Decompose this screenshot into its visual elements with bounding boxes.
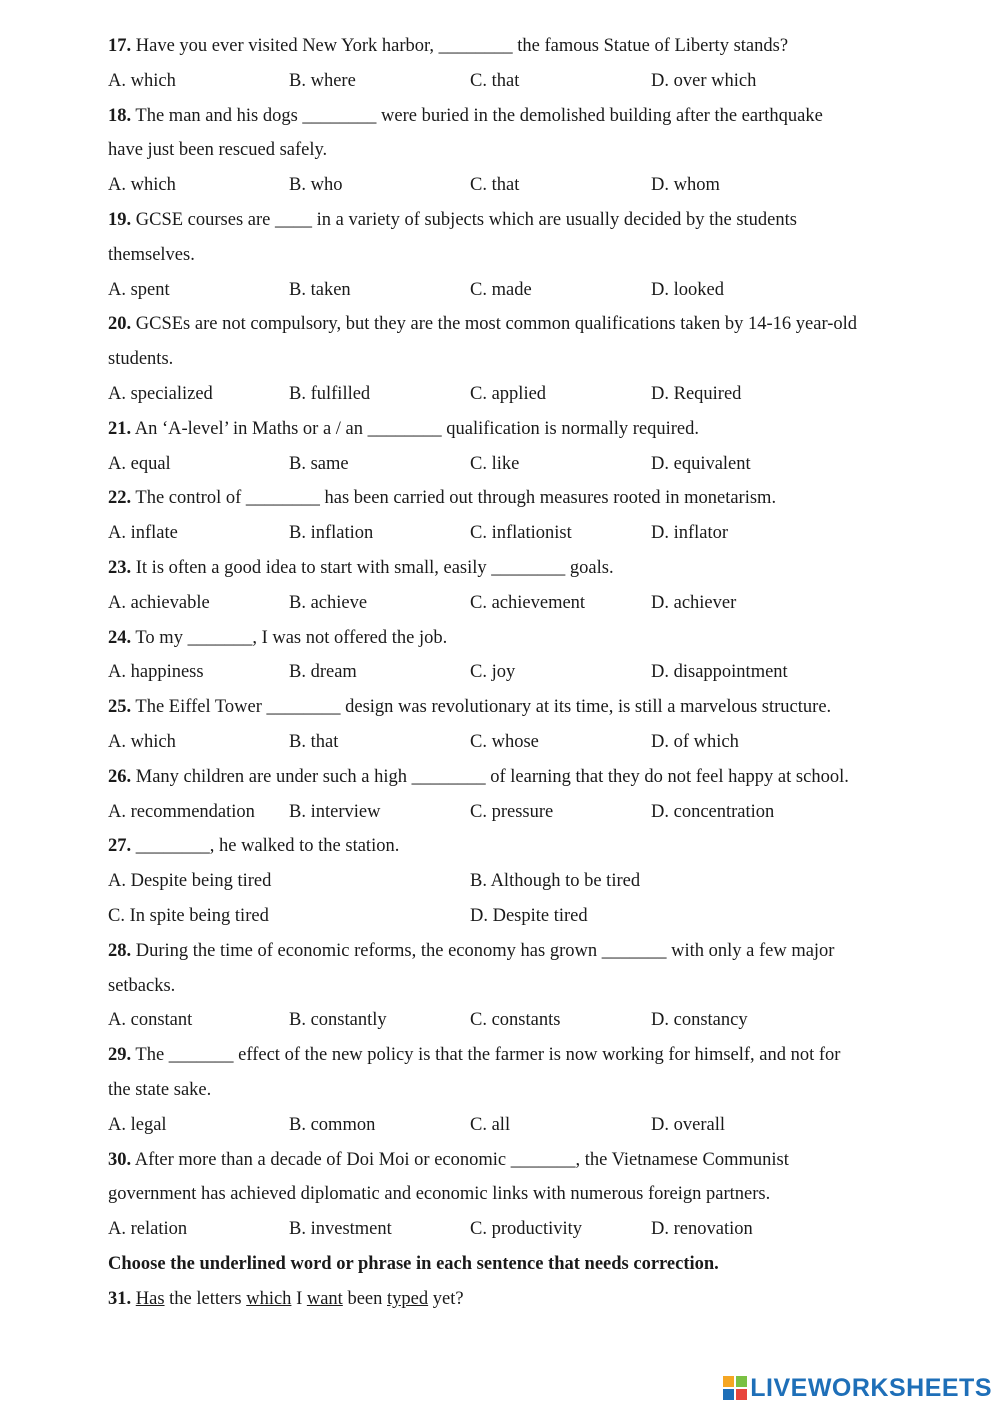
- question-stem: [108, 203, 988, 238]
- liveworksheets-logo[interactable]: [722, 1371, 992, 1405]
- question-number: 28.: [108, 940, 132, 961]
- question-text: the state sake.: [108, 1079, 212, 1100]
- question-text: The control of ________ has been carried out through measures rooted in monetarism.: [135, 488, 777, 509]
- question-number: 18.: [108, 105, 132, 126]
- answer-option[interactable]: D. looked: [651, 279, 724, 300]
- question-stem: [108, 621, 988, 656]
- answer-option[interactable]: B. inflation: [289, 523, 374, 544]
- answer-options: [108, 168, 988, 203]
- answer-option[interactable]: C. like: [470, 453, 520, 474]
- underlined-choice[interactable]: typed: [387, 1288, 429, 1309]
- question-stem-continued: [108, 1073, 988, 1108]
- answer-options: [108, 1108, 988, 1143]
- question-stem-continued: [108, 238, 988, 273]
- question-number: 25.: [108, 697, 132, 718]
- answer-option[interactable]: A. spent: [108, 279, 170, 300]
- underlined-choice[interactable]: want: [306, 1288, 343, 1309]
- question-text: To my _______, I was not offered the job.: [135, 627, 448, 648]
- answer-option[interactable]: D. of which: [651, 731, 739, 752]
- answer-option[interactable]: B. constantly: [289, 1010, 387, 1031]
- answer-option[interactable]: D. equivalent: [651, 453, 751, 474]
- question-number: 24.: [108, 627, 132, 648]
- question-stem: [108, 99, 988, 134]
- answer-option[interactable]: B. taken: [289, 279, 351, 300]
- answer-option[interactable]: C. whose: [470, 731, 539, 752]
- answer-option[interactable]: A. which: [108, 70, 176, 91]
- question-number: 20.: [108, 314, 132, 335]
- answer-option[interactable]: B. same: [289, 453, 349, 474]
- answer-option[interactable]: B. Although to be tired: [470, 871, 641, 892]
- question-text: students.: [108, 349, 174, 370]
- question-number: 21.: [108, 418, 132, 439]
- answer-options: [108, 795, 988, 830]
- answer-option[interactable]: A. achievable: [108, 592, 210, 613]
- answer-option[interactable]: B. dream: [289, 662, 357, 683]
- question-stem: [108, 829, 988, 864]
- answer-options: [108, 64, 988, 99]
- question-stem: [108, 551, 988, 586]
- question-stem: [108, 1038, 988, 1073]
- question-number: 17.: [108, 36, 132, 56]
- question-number: 23.: [108, 557, 132, 578]
- answer-option[interactable]: B. who: [289, 175, 343, 196]
- question-stem: [108, 760, 988, 795]
- answer-option[interactable]: C. achievement: [470, 592, 586, 613]
- answer-options: [108, 377, 988, 412]
- answer-option[interactable]: A. inflate: [108, 523, 178, 544]
- worksheet-page: [108, 29, 988, 1316]
- question-text: After more than a decade of Doi Moi or economic _______, the Vietnamese Communist: [134, 1149, 789, 1170]
- answer-option[interactable]: A. equal: [108, 453, 171, 474]
- answer-option[interactable]: D. inflator: [651, 523, 729, 544]
- question-stem: [108, 29, 988, 64]
- answer-options: [108, 586, 988, 621]
- answer-option[interactable]: A. constant: [108, 1010, 193, 1031]
- liveworksheets-logo-icon: [722, 1375, 748, 1401]
- sentence-fragment: been: [342, 1288, 388, 1309]
- answer-options: [108, 655, 988, 690]
- answer-options: [108, 864, 988, 899]
- answer-option[interactable]: B. fulfilled: [289, 383, 371, 404]
- question-text: The Eiffel Tower ________ design was revolutionary at its time, is still a marvelous structure.: [135, 697, 832, 718]
- answer-option[interactable]: A. which: [108, 731, 176, 752]
- question-text: During the time of economic reforms, the economy has grown _______ with only a few major: [135, 940, 835, 961]
- answer-option[interactable]: C. inflationist: [470, 523, 572, 544]
- question-text: Have you ever visited New York harbor, ________ the famous Statue of Liberty stands?: [135, 36, 789, 56]
- answer-option[interactable]: C. applied: [470, 383, 547, 404]
- question-stem-continued: [108, 969, 988, 1004]
- question-number: 26.: [108, 766, 132, 787]
- question-text: Many children are under such a high ________ of learning that they do not feel happy at school.: [135, 766, 849, 787]
- answer-options: [108, 1212, 988, 1247]
- question-text: themselves.: [108, 244, 195, 265]
- sentence-fragment: the letters: [164, 1288, 247, 1309]
- question-stem: [108, 412, 988, 447]
- answer-option[interactable]: B. that: [289, 731, 339, 752]
- answer-options: [108, 899, 988, 934]
- answer-option[interactable]: C. that: [470, 175, 520, 196]
- answer-options: [108, 1003, 988, 1038]
- sentence-fragment: I: [291, 1288, 307, 1309]
- question-text: GCSE courses are ____ in a variety of subjects which are usually decided by the students: [135, 209, 797, 230]
- answer-option[interactable]: A. legal: [108, 1114, 167, 1135]
- sentence-fragment: yet?: [428, 1288, 464, 1309]
- question-text: government has achieved diplomatic and economic links with numerous foreign partners.: [108, 1184, 771, 1205]
- question-number: 27.: [108, 836, 132, 857]
- question-number: 31.: [108, 1288, 132, 1309]
- answer-option[interactable]: D. whom: [651, 175, 720, 196]
- answer-option[interactable]: C. constants: [470, 1010, 561, 1031]
- question-text: The _______ effect of the new policy is that the farmer is now working for himself, and not for: [135, 1045, 841, 1066]
- answer-option[interactable]: C. productivity: [470, 1219, 583, 1240]
- answer-options: [108, 516, 988, 551]
- answer-option[interactable]: C. that: [470, 70, 520, 91]
- answer-option[interactable]: A. relation: [108, 1219, 188, 1240]
- question-stem-continued: [108, 342, 988, 377]
- question-number: 30.: [108, 1149, 132, 1170]
- question-number: 29.: [108, 1045, 132, 1066]
- question-text: have just been rescued safely.: [108, 140, 328, 161]
- answer-option[interactable]: A. recommendation: [108, 801, 255, 822]
- question-stem: [108, 690, 988, 725]
- brand-name: LIVEWORKSHEETS: [750, 1373, 992, 1402]
- answer-option[interactable]: D. renovation: [651, 1219, 753, 1240]
- answer-option[interactable]: C. all: [470, 1114, 511, 1135]
- answer-option[interactable]: B. where: [289, 70, 356, 91]
- answer-option[interactable]: D. achiever: [651, 592, 737, 613]
- answer-options: [108, 273, 988, 308]
- question-text: An ‘A-level’ in Maths or a / an ________ qualification is normally required.: [134, 418, 700, 439]
- answer-option[interactable]: A. specialized: [108, 383, 213, 404]
- underlined-choice[interactable]: Has: [135, 1288, 165, 1309]
- question-stem: [108, 934, 988, 969]
- answer-option[interactable]: C. pressure: [470, 801, 554, 822]
- question-text: GCSEs are not compulsory, but they are the most common qualifications taken by 14-16 year-old: [135, 314, 858, 335]
- answer-option[interactable]: D. disappointment: [651, 662, 788, 683]
- question-text: ________, he walked to the station.: [135, 836, 400, 857]
- answer-option[interactable]: A. which: [108, 175, 176, 196]
- answer-option[interactable]: A. happiness: [108, 662, 204, 683]
- question-stem-continued: [108, 1177, 988, 1212]
- question-stem-continued: [108, 133, 988, 168]
- question-number: 19.: [108, 209, 132, 230]
- answer-option[interactable]: B. common: [289, 1114, 376, 1135]
- answer-options: [108, 447, 988, 482]
- question-number: 22.: [108, 488, 132, 509]
- question-stem: [108, 307, 988, 342]
- section-instruction: Choose the underlined word or phrase in each sentence that needs correction.: [108, 1253, 719, 1274]
- underlined-choice[interactable]: which: [246, 1288, 292, 1309]
- question-text: It is often a good idea to start with small, easily ________ goals.: [135, 557, 614, 578]
- answer-option[interactable]: D. concentration: [651, 801, 775, 822]
- answer-option[interactable]: D. overall: [651, 1114, 725, 1135]
- answer-option[interactable]: B. interview: [289, 801, 381, 822]
- question-stem: [108, 481, 988, 516]
- question-text: setbacks.: [108, 975, 176, 996]
- question-stem: [108, 1282, 988, 1317]
- answer-options: [108, 725, 988, 760]
- answer-option[interactable]: D. constancy: [651, 1010, 748, 1031]
- question-text: The man and his dogs ________ were buried in the demolished building after the earthquake: [135, 105, 823, 126]
- answer-option[interactable]: C. In spite being tired: [108, 905, 269, 926]
- answer-option[interactable]: D. Required: [651, 383, 742, 404]
- answer-option[interactable]: A. Despite being tired: [108, 871, 272, 892]
- question-stem: [108, 1143, 988, 1178]
- answer-option[interactable]: B. achieve: [289, 592, 368, 613]
- answer-option[interactable]: D. over which: [651, 70, 757, 91]
- answer-option[interactable]: B. investment: [289, 1219, 392, 1240]
- answer-option[interactable]: C. made: [470, 279, 532, 300]
- answer-option[interactable]: D. Despite tired: [470, 905, 588, 926]
- answer-option[interactable]: C. joy: [470, 662, 516, 683]
